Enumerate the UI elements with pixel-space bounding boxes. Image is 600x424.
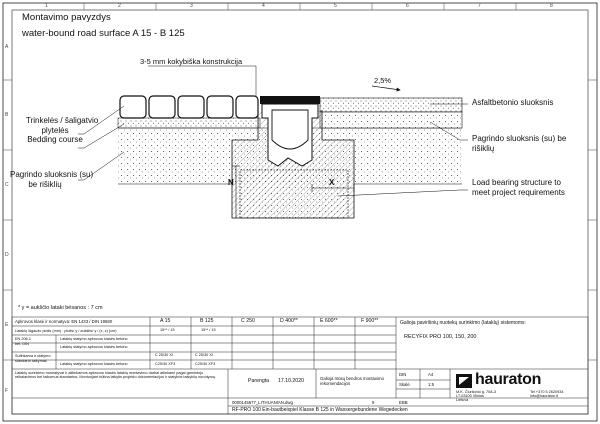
phone: Tel +370 5 2620934: [530, 390, 564, 394]
row-value: C 25/30 XI: [155, 353, 173, 357]
col-mark: 4: [262, 3, 265, 9]
row-value: 15** / 15: [201, 328, 216, 332]
label-asphalt: Asfaltbetonio sluoksnis: [472, 98, 554, 107]
label-base-left: Pagrindo sluoksnis (su) be rišiklių: [10, 170, 94, 189]
validity-products: RECYFIX PRO 100, 150, 200: [404, 334, 477, 340]
sheet-number: 9: [372, 400, 375, 405]
dimension-n: N: [228, 178, 234, 187]
paver-stones: [120, 96, 258, 118]
top-annotation: 3-5 mm kokybiška konstrukcija: [140, 57, 243, 66]
table-header-left: Apkrovos klasė ir normatyva: EN 1433 / DIN 19580: [15, 319, 113, 324]
dimension-x: X: [329, 178, 335, 187]
row-mark: D: [5, 252, 9, 258]
class-d400: D 400**: [280, 318, 298, 324]
class-e600: E 600**: [320, 318, 338, 324]
row-label: Lataklų išgaužo plotis (mm) : plotis/ y / aukštis/ y / (x, z) (cm): [15, 329, 117, 333]
row-mark: E: [5, 322, 9, 328]
side-label: EN 206-1: [15, 337, 32, 341]
row-label: Lataklų statymo apkrovos klasės betono: [60, 337, 128, 341]
drawing-number: 0000145677_LITHUANIAN.dwg: [232, 400, 293, 405]
prepared-label: Parengta: [248, 378, 270, 384]
address-line: Lietuva: [456, 398, 469, 402]
scale-label: Skalė: [399, 382, 410, 387]
row-value: C25/30 XF3: [155, 362, 176, 366]
row-value: C25/30 XF3: [195, 362, 216, 366]
scale-value: 1:5: [428, 382, 434, 387]
col-mark: 7: [478, 3, 481, 9]
slope-label: 2,5%: [374, 76, 392, 85]
hauraton-logo-icon: [456, 374, 472, 388]
side-label: standarto taikymas: [15, 359, 47, 363]
drawing-subtitle: water-bound road surface A 15 - B 125: [22, 28, 185, 39]
footer-title: RF-PRO 100 Ein-bautbeispiel Klasse B 125 in Wassergebundene Wegedecken: [232, 407, 408, 413]
col-mark: 1: [45, 3, 48, 9]
class-b125: B 125: [200, 318, 214, 324]
col-mark: 2: [118, 3, 121, 9]
row-value: C 25/30 XI: [195, 353, 213, 357]
row-mark: A: [5, 44, 9, 50]
label-load-bearing: Load bearing structure to meet project requirements: [472, 178, 565, 197]
col-mark: 5: [334, 3, 337, 9]
company-logo-text: hauraton: [475, 371, 542, 388]
class-c250: C 250: [241, 318, 255, 324]
din-label: DIN: [399, 372, 407, 377]
side-label: Sutinkama ir statymo: [15, 354, 51, 358]
col-mark: 6: [406, 3, 409, 9]
footnote: * y = aukščio lataki bésanos : 7 cm: [18, 305, 103, 311]
row-mark: C: [5, 182, 9, 188]
col-mark: 8: [550, 3, 553, 9]
class-a15: A 15: [160, 318, 171, 324]
prepared-date: 17.10.2020: [278, 378, 304, 384]
label-pavers: Trinkelės / šaligatvio plytelės Bedding course: [26, 116, 99, 144]
ebb-label: EBB: [399, 400, 408, 405]
col-mark: 3: [190, 3, 193, 9]
grating: [260, 96, 320, 104]
validity-title: Galioja paviršinių nuotekų surinkimo (lataklų) sistemoms:: [400, 320, 526, 326]
address-line: M.K. Čiurlionio g. 70A-3: [456, 390, 497, 394]
address-line: LT-03100 Vilnius: [456, 394, 484, 398]
table-notes: Lataklų surinkimo normatyvai ir atitinkamos apkrovos klasės lataklų montavimo darbai atliekami pagal gamintojo reikalavimus bei taikomus standartus. Montuojant būtina laikytis projekto dokumentacijos ir statybos taisyklių nurodymų.: [15, 371, 216, 380]
row-label: Lataklų statymo apkrovos klasės betono: [60, 362, 128, 366]
side-label: bet. DIN: [15, 342, 29, 346]
class-f900: F 900**: [361, 318, 379, 324]
drawing-title: Montavimo pavyzdys: [22, 12, 111, 23]
label-base-right: Pagrindo sluoksnis (su) be rišiklių: [472, 134, 567, 153]
row-mark: F: [5, 388, 9, 394]
din-value: A4: [428, 372, 434, 377]
row-value: 15** / 15: [160, 328, 175, 332]
row-mark: B: [5, 112, 9, 118]
asphalt-layer: [320, 98, 462, 112]
email: info@hauraton.lt: [530, 394, 558, 398]
bedding-course: [118, 118, 260, 128]
validity-text: Galioja mūsų bendros montavimo rekomendacijos: [320, 376, 385, 386]
row-label: Lataklų statymo apkrovos klasės betono: [60, 345, 128, 349]
